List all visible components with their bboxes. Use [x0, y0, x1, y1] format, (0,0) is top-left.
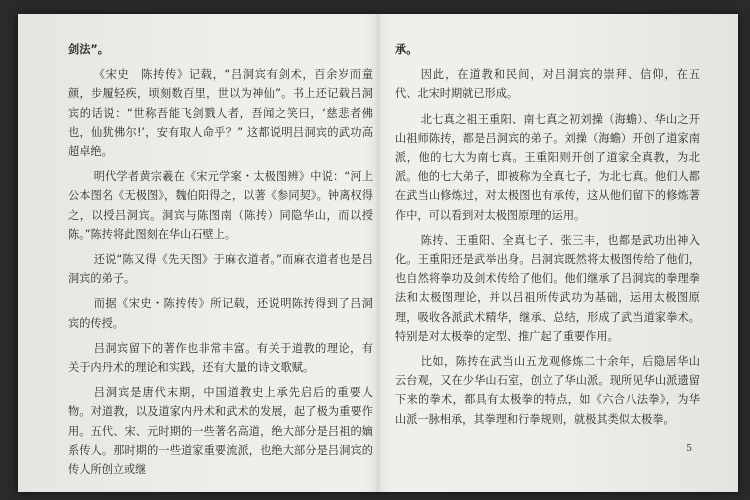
right-paragraph-5: 比如，陈抟在武当山五龙观修炼二十余年，后隐居华山云台观，又在少华山石室，创立了华山派。现所见华山派遗留下来的拳术，都具有太极拳的特点，如《六合八法拳》，为华山派一脉相承，其拳理和行拳规则，就极其类似太极拳。 — [395, 355, 700, 426]
page-number: 5 — [686, 444, 692, 454]
left-paragraph-1: 剑法”。 — [68, 43, 109, 56]
book-gutter — [375, 14, 381, 492]
right-paragraph-3: 北七真之祖王重阳、南七真之初刘操（海蟾）、华山之开山祖师陈抟，都是吕洞宾的弟子。刘操（海蟾）开创了道家南派，他的七大为南七真。王重阳则开创了道家全真教，为北派。他的七大弟子，即被称为全真七子，为北七真。他们人都在武当山修炼过，对太极图也有承传，这从他们留下的修炼著作中，可以看到对太极图原理的运用。 — [395, 112, 700, 222]
left-page — [68, 40, 373, 485]
right-paragraph-2: 因此，在道教和民间，对吕洞宾的崇拜、信仰，在五代、北宋时期就已形成。 — [395, 68, 700, 101]
left-paragraph-4: 还说“陈又得《先天图》于麻衣道者。”而麻衣道者也是吕洞宾的弟子。 — [68, 253, 373, 286]
book-spread — [18, 14, 738, 492]
left-paragraph-3: 明代学者黄宗羲在《宋元学案・太极图辨》中说：“河上公本图名《无极图》，魏伯阳得之，以著《参同契》。钟离权得之，以授吕洞宾。洞宾与陈图南（陈抟）同隐华山，而以授陈。”陈抟将此图刻在华山石壁上。 — [68, 170, 373, 241]
left-paragraph-7: 吕洞宾是唐代末期，中国道教史上承先启后的重要人物。对道教，以及道家内丹术和武术的发展，起了极为重要作用。五代、宋、元时期的一些著名高道，绝大部分是吕祖的嫡系传人。那时期的一些道家重要流派，也绝大部分是吕洞宾的传人所创立或继 — [68, 386, 373, 477]
right-page — [395, 40, 700, 435]
right-paragraph-1: 承。 — [395, 43, 418, 56]
left-paragraph-2: 《宋史 陈抟传》记载，“吕洞宾有剑术，百余岁而童颜，步履轻疾，顷刻数百里，世以为神仙”。书上还记载吕洞宾的话说：“世称吾能飞剑戮人者，吾闻之笑曰，‘慈悲者佛也，仙犹佛尔!’，安有取人命乎？” 这都说明吕洞宾的武功高超卓绝。 — [68, 68, 373, 159]
left-paragraph-6: 吕洞宾留下的著作也非常丰富。有关于道教的理论，有关于内丹术的理论和实践，还有大量的诗文歌赋。 — [68, 341, 373, 375]
right-paragraph-4: 陈抟、王重阳、全真七子、张三丰，也都是武功出神入化。王重阳还是武举出身。吕洞宾既然将太极图传给了他们，也自然将拳功及剑术传给了他们。他们继承了吕洞宾的拳理拳法和太极图理论，并以吕祖所传武功为基础，运用太极图原理，吸收各派武术精华，继承、总结，形成了武当道家拳术。特别是对太极拳的定型、推广起了重要作用。 — [395, 233, 700, 343]
left-paragraph-5: 而据《宋史・陈抟传》所记载，还说明陈抟得到了吕洞宾的传授。 — [68, 297, 373, 330]
